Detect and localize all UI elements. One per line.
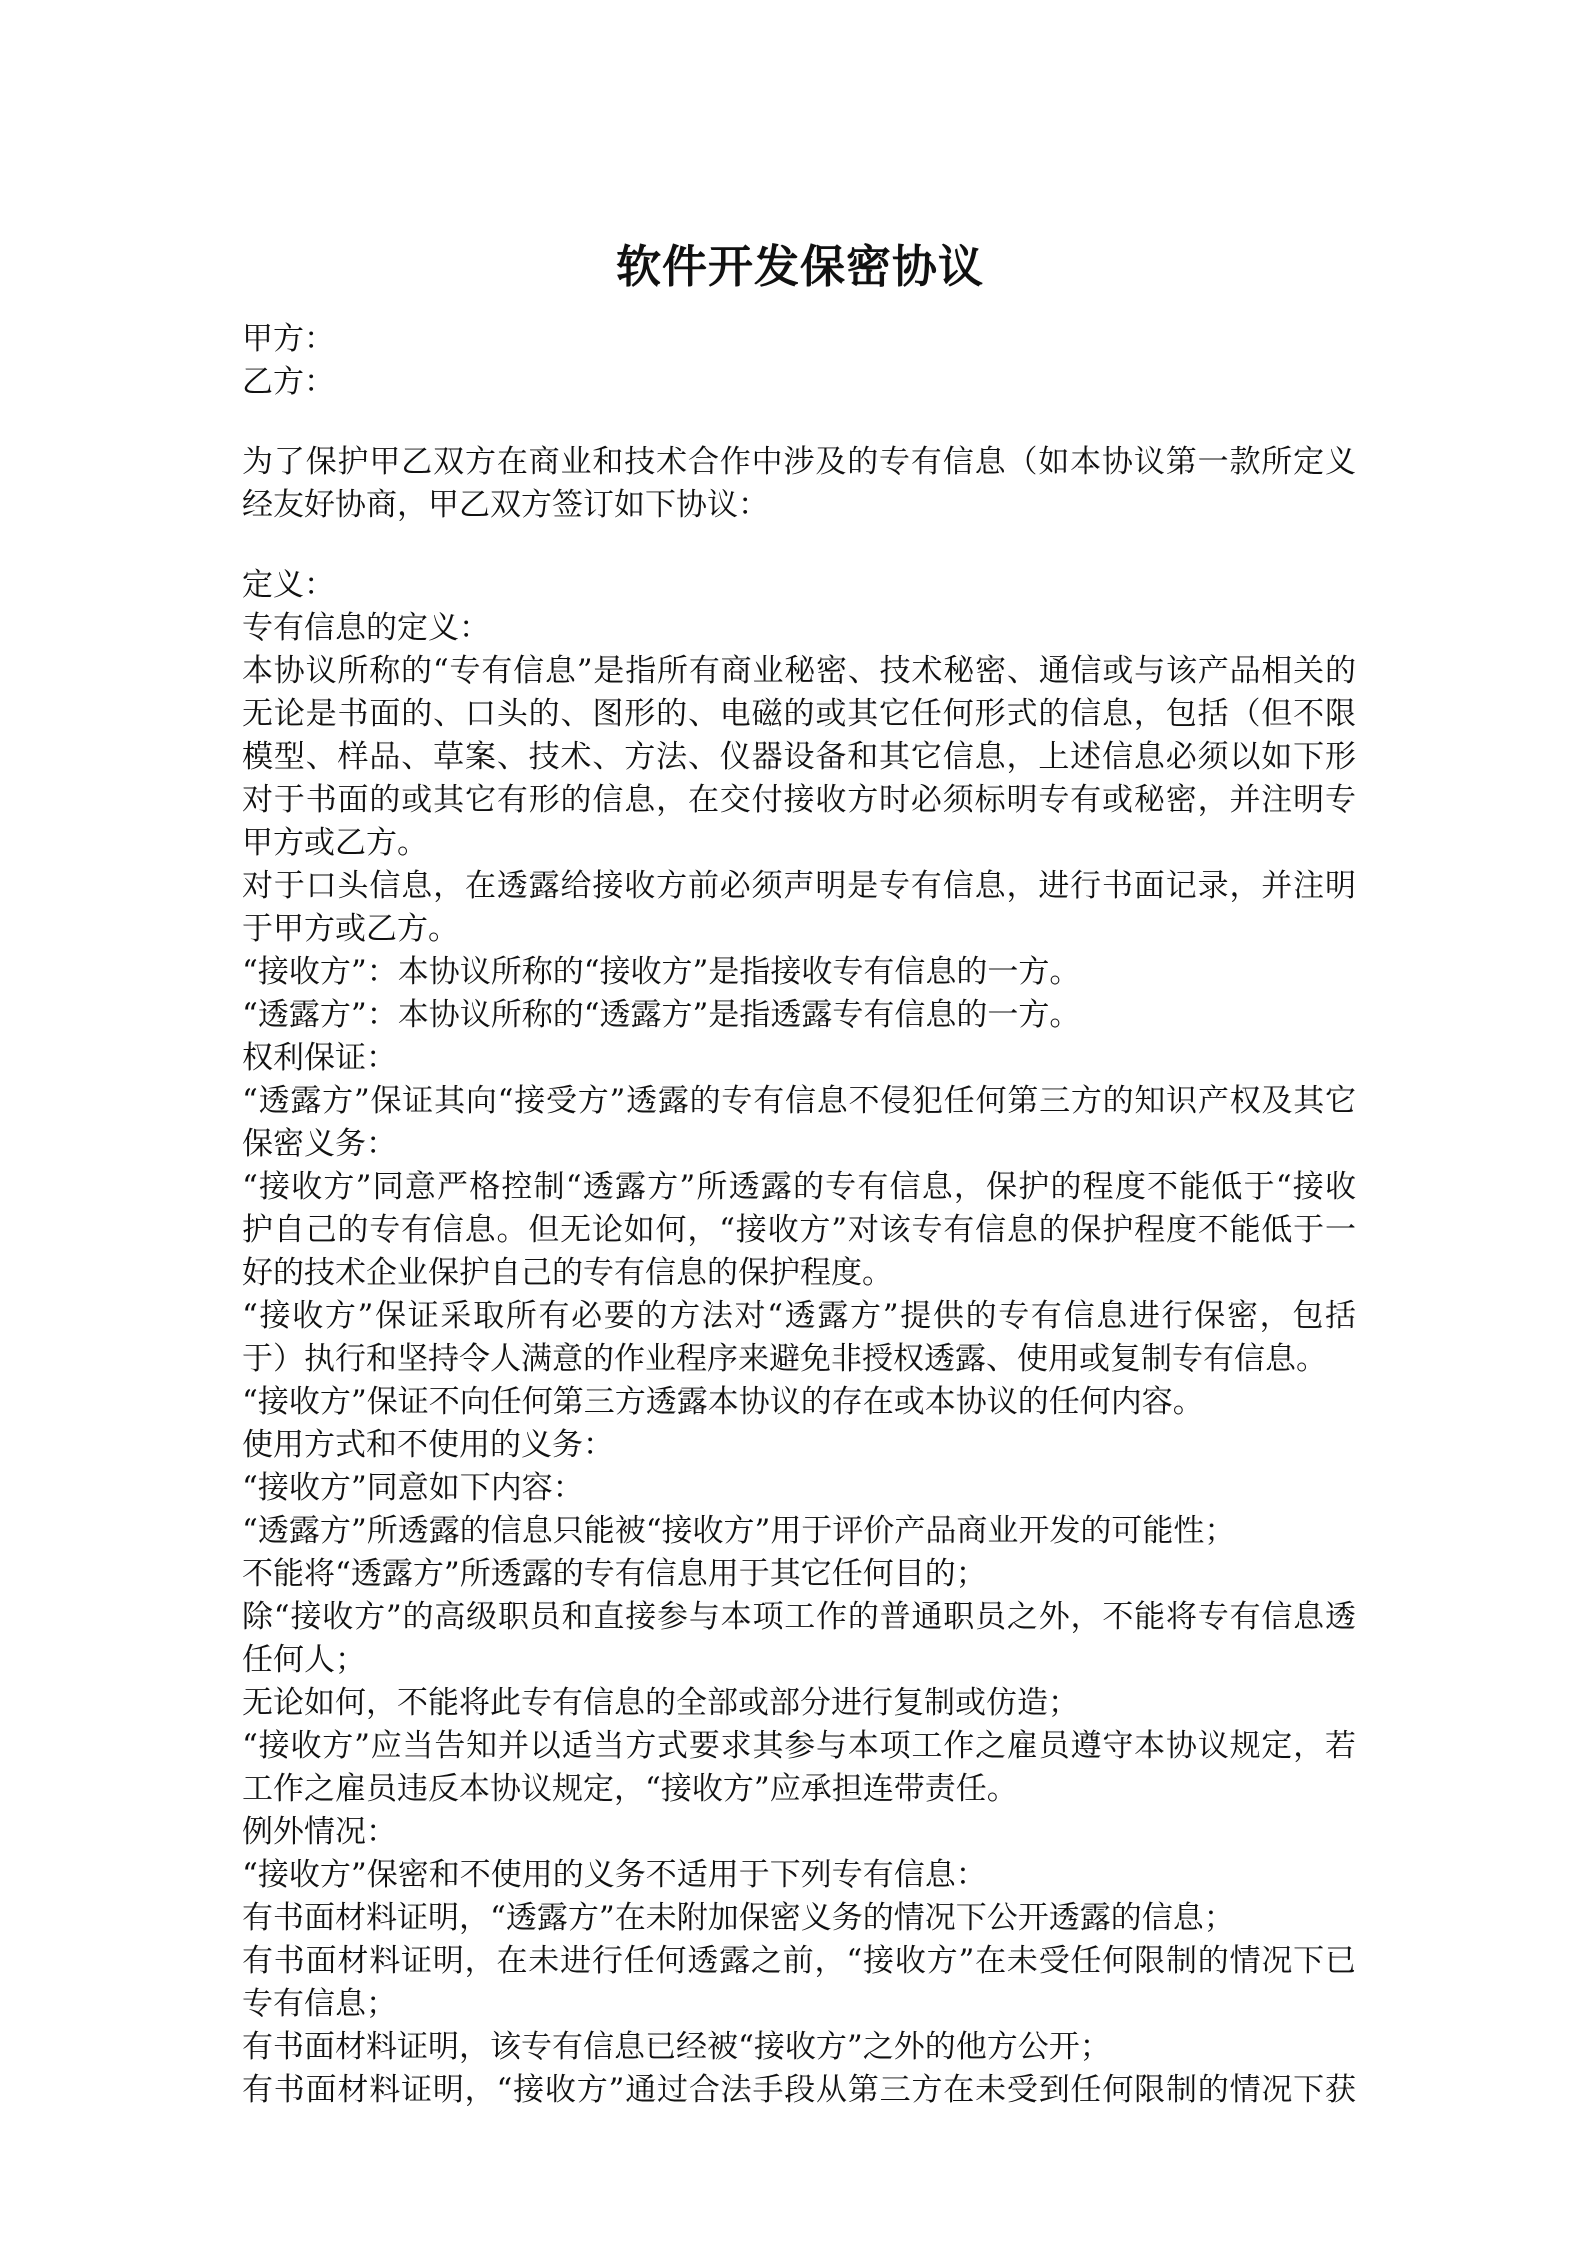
paragraph-line: 有书面材料证明，“接收方”通过合法手段从第三方在未受到任何限制的情况下获 <box>242 2072 1356 2108</box>
section-heading: 定义： <box>242 567 335 603</box>
section-heading: 保密义务： <box>242 1126 397 1162</box>
paragraph-line: 工作之雇员违反本协议规定，“接收方”应承担连带责任。 <box>242 1771 1018 1807</box>
paragraph-line: 无论如何，不能将此专有信息的全部或部分进行复制或仿造； <box>242 1685 1079 1721</box>
paragraph-line: “透露方”所透露的信息只能被“接收方”用于评价产品商业开发的可能性； <box>242 1513 1236 1549</box>
paragraph-line: “接收方”同意如下内容： <box>242 1470 584 1506</box>
paragraph-line: 对于口头信息，在透露给接收方前必须声明是专有信息，进行书面记录，并注明 <box>242 868 1356 904</box>
paragraph-line: “透露方”：本协议所称的“透露方”是指透露专有信息的一方。 <box>242 997 1081 1033</box>
paragraph-line: 模型、样品、草案、技术、方法、仪器设备和其它信息，上述信息必须以如下形 <box>242 739 1356 775</box>
paragraph-line: 不能将“透露方”所透露的专有信息用于其它任何目的； <box>242 1556 987 1592</box>
paragraph-line: “接收方”保证不向任何第三方透露本协议的存在或本协议的任何内容。 <box>242 1384 1204 1420</box>
section-heading: 使用方式和不使用的义务： <box>242 1427 614 1463</box>
paragraph-line: 有书面材料证明，该专有信息已经被“接收方”之外的他方公开； <box>242 2029 1111 2065</box>
paragraph-line: 护自己的专有信息。但无论如何，“接收方”对该专有信息的保护程度不能低于一 <box>242 1212 1356 1248</box>
paragraph-line: 任何人； <box>242 1642 366 1678</box>
paragraph-line: 有书面材料证明，“透露方”在未附加保密义务的情况下公开透露的信息； <box>242 1900 1235 1936</box>
paragraph-line: 好的技术企业保护自己的专有信息的保护程度。 <box>242 1255 893 1291</box>
spacer <box>242 404 1356 441</box>
party-b-line: 乙方： <box>242 364 335 400</box>
paragraph-line: 于）执行和坚持令人满意的作业程序来避免非授权透露、使用或复制专有信息。 <box>242 1341 1327 1377</box>
paragraph-line: “接收方”同意严格控制“透露方”所透露的专有信息，保护的程度不能低于“接收 <box>242 1169 1356 1205</box>
paragraph-line: 于甲方或乙方。 <box>242 911 459 947</box>
paragraph-line: “透露方”保证其向“接受方”透露的专有信息不侵犯任何第三方的知识产权及其它 <box>242 1083 1356 1119</box>
section-heading: 专有信息的定义： <box>242 610 490 646</box>
section-heading: 权利保证： <box>242 1040 397 1076</box>
paragraph-line: 对于书面的或其它有形的信息，在交付接收方时必须标明专有或秘密，并注明专 <box>242 782 1356 818</box>
paragraph-line: “接收方”：本协议所称的“接收方”是指接收专有信息的一方。 <box>242 954 1081 990</box>
paragraph-line: 本协议所称的“专有信息”是指所有商业秘密、技术秘密、通信或与该产品相关的 <box>242 653 1356 689</box>
paragraph-line: “接收方”应当告知并以适当方式要求其参与本项工作之雇员遵守本协议规定，若 <box>242 1728 1356 1764</box>
document-body <box>242 318 1356 2112</box>
paragraph-line: 除“接收方”的高级职员和直接参与本项工作的普通职员之外，不能将专有信息透 <box>242 1599 1356 1635</box>
intro-line: 经友好协商，甲乙双方签订如下协议： <box>242 487 769 523</box>
paragraph-line: “接收方”保密和不使用的义务不适用于下列专有信息： <box>242 1857 987 1893</box>
party-a-line: 甲方： <box>242 321 335 357</box>
paragraph-line: 无论是书面的、口头的、图形的、电磁的或其它任何形式的信息，包括（但不限 <box>242 696 1356 732</box>
document-title: 软件开发保密协议 <box>615 240 984 293</box>
intro-line: 为了保护甲乙双方在商业和技术合作中涉及的专有信息（如本协议第一款所定义 <box>242 444 1356 480</box>
spacer <box>242 527 1356 564</box>
paragraph-line: 甲方或乙方。 <box>242 825 428 861</box>
paragraph-line: 有书面材料证明，在未进行任何透露之前，“接收方”在未受任何限制的情况下已 <box>242 1943 1356 1979</box>
paragraph-line: 专有信息； <box>242 1986 397 2022</box>
clauses <box>242 564 1356 2112</box>
paragraph-line: “接收方”保证采取所有必要的方法对“透露方”提供的专有信息进行保密，包括 <box>242 1298 1356 1334</box>
section-heading: 例外情况： <box>242 1814 397 1850</box>
